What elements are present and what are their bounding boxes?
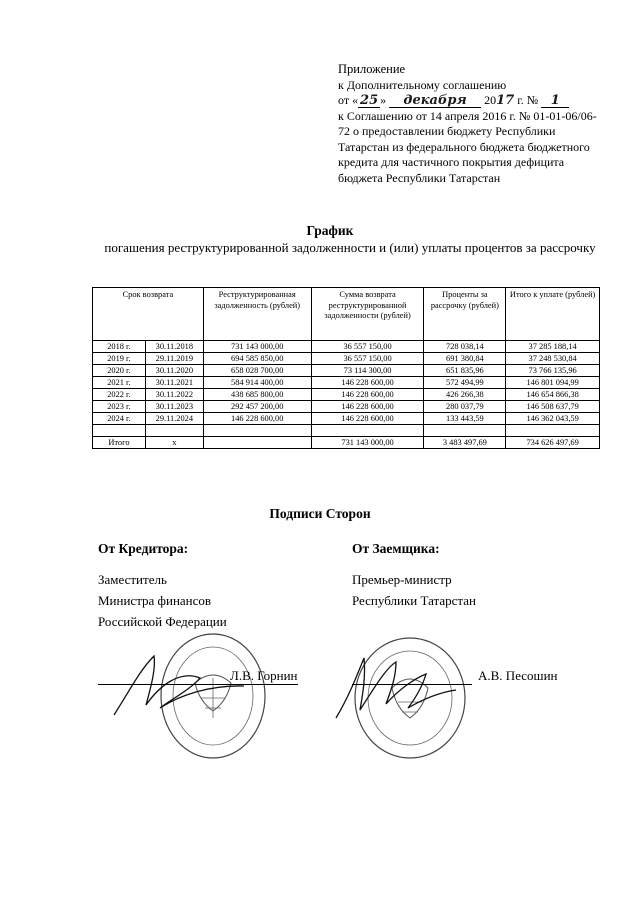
total-cell: 73 766 135,96 [506, 365, 600, 377]
date-cell: 29.11.2019 [145, 353, 203, 365]
handwritten-number: 1 [541, 94, 569, 108]
interest-cell: 728 038,14 [424, 341, 506, 353]
borrower-signatory-name: А.В. Песошин [478, 668, 558, 683]
year-cell: 2024 г. [93, 413, 146, 425]
handwritten-year: 17 [496, 93, 515, 108]
year-cell: 2023 г. [93, 401, 146, 413]
year-cell: 2020 г. [93, 365, 146, 377]
repayment-cell: 146 228 600,00 [311, 413, 424, 425]
repayment-cell: 146 228 600,00 [311, 401, 424, 413]
handwritten-day: 25 [360, 93, 379, 108]
creditor-position-line: Российской Федерации [98, 614, 227, 629]
appendix-block [338, 62, 608, 186]
debt-cell: 146 228 600,00 [203, 413, 311, 425]
total-debt-cell [203, 437, 311, 449]
table-row [93, 365, 600, 377]
creditor-position-line: Министра финансов [98, 593, 212, 608]
interest-cell: 691 380,84 [424, 353, 506, 365]
borrower-position-line: Республики Татарстан [352, 593, 476, 608]
total-interest-cell: 3 483 497,69 [424, 437, 506, 449]
creditor-signature [110, 650, 250, 720]
total-cell: 37 248 530,84 [506, 353, 600, 365]
debt-cell: 731 143 000,00 [203, 341, 311, 353]
table-row [93, 413, 600, 425]
year-cell: 2019 г. [93, 353, 146, 365]
table-header-row [93, 288, 600, 341]
column-header-debt: Реструктурированная задолженность (рублей) [203, 288, 311, 341]
date-cell: 30.11.2022 [145, 389, 203, 401]
date-cell: 30.11.2018 [145, 341, 203, 353]
signatures-heading: Подписи Сторон [269, 506, 371, 521]
table-row [93, 401, 600, 413]
debt-cell: 438 685 800,00 [203, 389, 311, 401]
debt-cell: 658 028 700,00 [203, 365, 311, 377]
year-cell: 2021 г. [93, 377, 146, 389]
debt-cell: 584 914 400,00 [203, 377, 311, 389]
date-cell: 30.11.2021 [145, 377, 203, 389]
borrower-signature-line [352, 684, 472, 685]
debt-cell: 694 585 850,00 [203, 353, 311, 365]
table-row [93, 389, 600, 401]
creditor-signature-line [98, 684, 298, 685]
repayment-cell: 146 228 600,00 [311, 377, 424, 389]
date-cell: 29.11.2024 [145, 413, 203, 425]
table-row [93, 341, 600, 353]
interest-cell: 280 037,79 [424, 401, 506, 413]
table-row-empty [93, 425, 600, 437]
borrower-label: От Заемщика: [352, 541, 440, 556]
appendix-body: к Соглашению от 14 апреля 2016 г. № 01-01-06/06-72 о предоставлении бюджету Республики Татарстан из федерального бюджета бюджетного кредита для частичного покрытия дефицита бюджета Республики Татарстан [338, 108, 597, 185]
repayment-cell: 73 114 300,00 [311, 365, 424, 377]
borrower-position-line: Премьер-министр [352, 572, 452, 587]
total-cell: 146 508 637,79 [506, 401, 600, 413]
total-total-cell: 734 626 497,69 [506, 437, 600, 449]
appendix-date-line: от « 25 » декабря 2017 г. № 1 [338, 93, 608, 109]
creditor-label: От Кредитора: [98, 541, 189, 556]
debt-cell: 292 457 200,00 [203, 401, 311, 413]
repayment-schedule-table [92, 287, 600, 449]
column-header-repayment: Сумма возврата реструктурированной задолженности (рублей) [311, 288, 424, 341]
column-header-interest: Проценты за рассрочку (рублей) [424, 288, 506, 341]
year-cell: 2018 г. [93, 341, 146, 353]
total-cell: 146 654 866,38 [506, 389, 600, 401]
total-cell: 146 801 094,99 [506, 377, 600, 389]
column-header-term: Срок возврата [93, 288, 204, 341]
total-x-cell: x [145, 437, 203, 449]
table-total-row [93, 437, 600, 449]
appendix-title: Приложение [338, 62, 406, 76]
interest-cell: 133 443,59 [424, 413, 506, 425]
repayment-cell: 36 557 150,00 [311, 341, 424, 353]
table-row [93, 353, 600, 365]
interest-cell: 426 266,38 [424, 389, 506, 401]
total-cell: 146 362 043,59 [506, 413, 600, 425]
interest-cell: 572 494,99 [424, 377, 506, 389]
year-cell: 2022 г. [93, 389, 146, 401]
document-subtitle: погашения реструктурированной задолженности и (или) уплаты процентов за рассрочку [104, 240, 596, 255]
creditor-position-line: Заместитель [98, 572, 167, 587]
handwritten-month: декабря [389, 94, 481, 108]
repayment-cell: 36 557 150,00 [311, 353, 424, 365]
repayment-cell: 146 228 600,00 [311, 389, 424, 401]
borrower-signature [330, 648, 460, 723]
interest-cell: 651 835,96 [424, 365, 506, 377]
total-cell: 37 285 188,14 [506, 341, 600, 353]
date-cell: 30.11.2023 [145, 401, 203, 413]
column-header-total: Итого к уплате (рублей) [506, 288, 600, 341]
total-repayment-cell: 731 143 000,00 [311, 437, 424, 449]
total-label-cell: Итого [93, 437, 146, 449]
creditor-signatory-name: Л.В. Горнин [230, 668, 298, 683]
document-title: График [306, 223, 354, 238]
table-row [93, 377, 600, 389]
date-cell: 30.11.2020 [145, 365, 203, 377]
appendix-line-1: к Дополнительному соглашению [338, 77, 507, 92]
